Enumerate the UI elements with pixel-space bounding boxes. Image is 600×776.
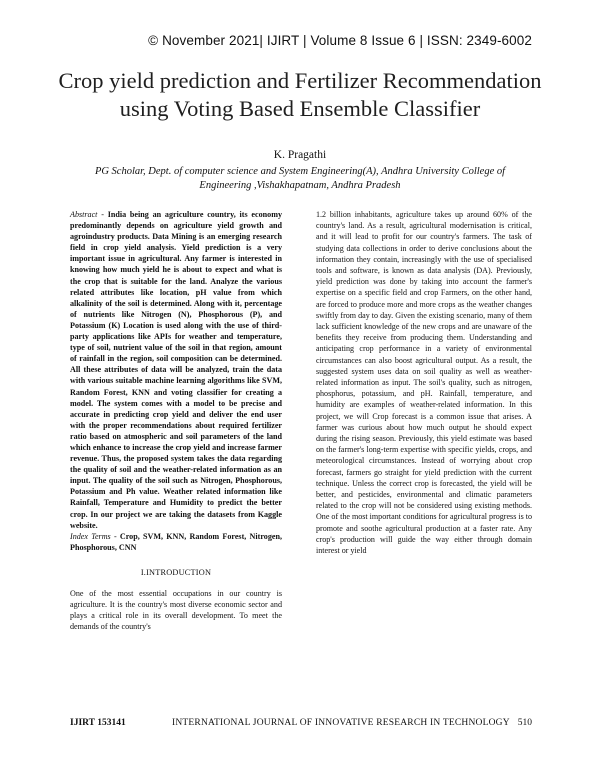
index-terms-text: Crop, SVM, KNN, Random Forest, Nitrogen, Phosphorous, CNN <box>70 531 282 552</box>
affiliation-line-2: Engineering ,Vishakhapatnam, Andhra Pradesh <box>199 180 401 191</box>
section-heading-introduction: I.INTRODUCTION <box>140 567 212 577</box>
abstract-lead: Abstract - <box>70 210 104 219</box>
index-terms-lead: Index Terms - <box>70 531 117 541</box>
abstract <box>70 209 282 531</box>
introduction-paragraph-right: 1.2 billion inhabitants, agriculture takes up around 60% of the country's land. As a result, agricultural modernisation is critical, and it will lead to profit for our country's farmers. The task of studying data collections in order to derive conclusions about the information they contain, increasingly with the use of specialised tools and software, is known as data analysis (DA). Previously, yield prediction was done by taking into account the farmer's expertise on a specific field and crop Farmers, on the other hand, are forced to produce more and more crops as the weather changes swiftly from day to day. Given the existing scenario, many of them lack sufficient knowledge of the new crops and are unaware of the benefits they receive from producing them. Understanding and anticipating crop performance in a variety of environmental circumstances can also boost agricultural output. As a result, the suggested system uses data on soil quality as well as weather-related information as input. The soil's quality, such as nitrogen, phosphorus, potassium, and pH. Rainfall, temperature, and humidity are examples of weather-related information. In this project, we will Crop forecast is a common issue that arises. A farmer was curious about how much output he should expect during the rising season. Previously, this yield estimate was based on the farmer's long-term expertise with specific yields, crops, and meteorological circumstances. Instead of worrying about crop forecast, farmers go straight for yield prediction with the current technique. Unless the correct crop is forecasted, the yield will be better, and pesticides, environmental and climatic parameters related to the crop will not be considered using existing methods. One of the most important conditions for agricultural progress is to promote and soothe agricultural production at a faster rate. Any crop's production will guide the way either through domain interest or yield <box>316 210 532 556</box>
footer-journal-code: IJIRT 153141 <box>70 718 126 728</box>
paper-title-line-1: Crop yield prediction and Fertilizer Recommendation <box>58 68 542 93</box>
author-name: K. Pragathi <box>273 149 327 161</box>
affiliation-line-1: PG Scholar, Dept. of computer science and System Engineering(A), Andhra University College of <box>94 166 506 177</box>
index-terms <box>70 531 282 553</box>
left-column <box>70 209 282 632</box>
paper-title <box>40 67 560 123</box>
author-affiliation <box>80 165 520 193</box>
journal-header: © November 2021| IJIRT | Volume 8 Issue 6 | ISSN: 2349-6002 <box>148 33 532 48</box>
right-column <box>316 209 532 556</box>
footer-page-number: 510 <box>517 718 532 728</box>
footer-journal-name: INTERNATIONAL JOURNAL OF INNOVATIVE RESEARCH IN TECHNOLOGY <box>172 718 510 728</box>
paper-title-line-2: using Voting Based Ensemble Classifier <box>119 96 481 121</box>
abstract-text: India being an agriculture country, its economy predominantly depends on agriculture yield growth and agroindustry products. Data Mining is an emerging research field in crop yield analysis. Yield prediction is a very important issue in agricultural. Any farmer is interested in knowing how much yield he is about to expect and what is the crop that is suitable for the land. Analyze the various related attributes like location, pH value from which alkalinity of the soil is determined. Along with it, percentage of nutrients like Nitrogen (N), Phosphorous (P), and Potassium (K) Location is used along with the use of third-party applications like APIs for weather and temperature, type of soil, nutrient value of the soil in that region, amount of rainfall in the region, soil composition can be determined. All these attributes of data will be analyzed, train the data with various suitable machine learning algorithms like SVM, Random Forest, KNN and voting classifier for creating a model. The system comes with a model to be precise and accurate in predicting crop yield and deliver the end user with the proper recommendations about required fertilizer ratio based on atmospheric and soil parameters of the land which enhance to increase the crop yield and increase farmer revenue. Thus, the proposed system takes the data regarding the quality of soil and the weather-related information as an input. The quality of the soil such as Nitrogen, Phosphorous, Potassium and Ph value. Weather related information like Rainfall, Temperature and Humidity to predict the better crop. In our project we are taking the datasets from Kaggle website. <box>70 210 282 530</box>
introduction-paragraph-left: One of the most essential occupations in our country is agriculture. It is the country's most diverse economic sector and plays a critical role in its overall development. To meet the demands of the country's <box>70 589 282 632</box>
page-footer <box>70 718 532 732</box>
